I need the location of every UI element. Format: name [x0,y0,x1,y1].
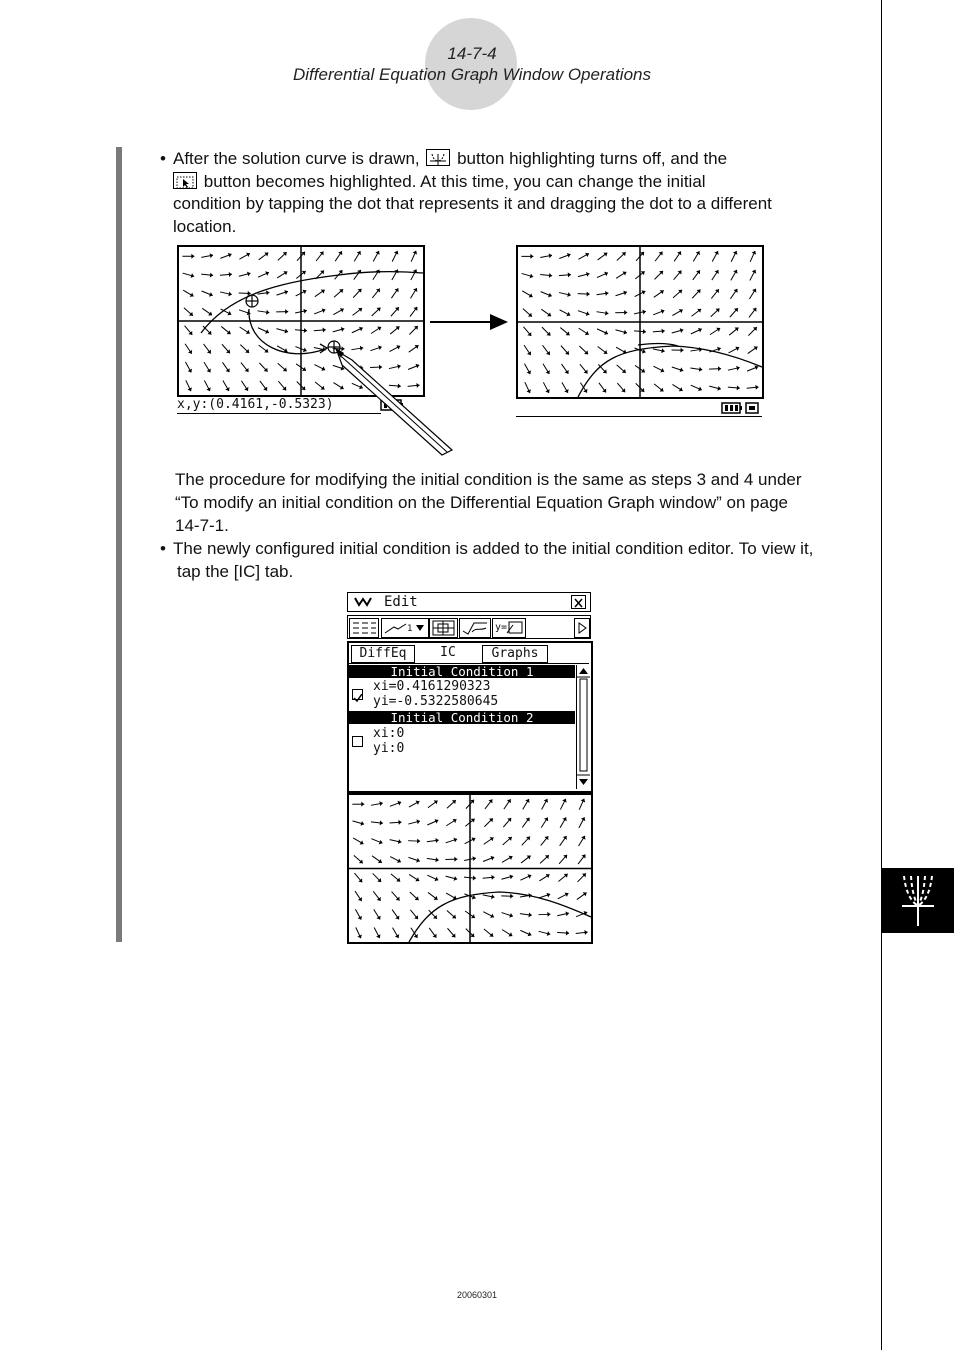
coordinate-readout: x,y:(0.4161,-0.5323) [177,397,334,412]
drag-annotation [177,245,467,455]
ic1-yi[interactable]: yi=-0.5322580645 [373,694,499,709]
menu-chevron-icon[interactable] [354,597,372,607]
classpad-app-screenshot [347,592,591,942]
slope-field-after [518,247,762,397]
battery-icon-right [720,401,762,415]
line-style-icon [382,619,428,637]
bullet1-text-a: After the solution curve is drawn, [173,149,420,168]
stylus-icon [334,347,452,455]
draw-diffeq-icon [460,619,490,637]
edit-menu[interactable]: Edit [384,594,418,610]
bullet2-line2: tap the [IC] tab. [177,562,294,581]
footer-code: 20060301 [456,1290,498,1300]
slope-arrowhead [398,820,401,825]
slope-arrowhead [603,253,607,257]
slope-arrowhead [473,875,476,880]
slope-arrowhead [643,329,646,334]
slope-arrowhead [510,894,513,899]
scroll-down-icon [579,779,588,785]
right-margin-rule [881,0,882,1350]
slope-arrowhead [454,857,457,862]
ic1-xi[interactable]: xi=0.4161290323 [373,679,491,694]
tab-diffeq[interactable]: DiffEq [351,645,415,663]
procedure-line1: The procedure for modifying the initial condition is the same as steps 3 and 4 under [175,470,802,489]
slope-arrowhead [433,934,437,938]
slope-field-toolbar-button[interactable] [349,618,379,638]
slope-arrowhead [587,292,590,297]
line-style-dropdown[interactable] [381,618,429,638]
graph-toolbar-button[interactable] [492,618,526,638]
toolbar-scroll-right[interactable] [574,618,590,638]
scroll-up-icon [579,668,588,674]
slope-arrowhead [547,912,550,917]
close-button[interactable] [571,595,586,609]
slope-arrowhead [605,311,608,316]
slope-arrowhead [659,252,663,256]
graph-toolbar-label: y= [495,622,508,633]
slope-arrowhead [699,367,702,372]
slope-arrowhead [603,350,607,354]
scrollbar-graphic [577,665,590,789]
left-sidebar-bar [116,147,122,942]
slope-arrowhead [680,348,683,353]
editor-tabs [349,643,589,664]
slope-arrowhead [546,351,550,355]
slope-arrowhead [584,930,587,935]
toolbar [347,615,591,639]
draw-diffeq-button-icon [426,149,450,166]
slope-arrowhead [582,855,586,859]
view-window-button[interactable] [429,618,458,638]
slope-arrowhead [379,801,382,806]
ic1-header: Initial Condition 1 [349,665,575,678]
view-window-icon [430,619,457,637]
procedure-line3: 14-7-1. [175,516,229,535]
checkmark-icon [353,694,362,703]
slope-arrowhead [488,799,492,803]
slope-arrowhead [472,856,475,861]
ic2-header: Initial Condition 2 [349,711,575,724]
graph-screen-after [516,245,764,399]
slope-arrowhead [624,310,627,315]
slope-arrowhead [737,385,740,390]
line-style-number: 1 [407,624,413,634]
procedure-line2: “To modify an initial condition on the Differential Equation Graph window” on page [175,493,788,512]
app-graph-window[interactable] [347,793,593,944]
slope-arrowhead [361,802,364,807]
slope-arrowhead [435,838,438,843]
menu-bar [347,592,591,612]
section-title: Differential Equation Graph Window Operations [293,65,651,84]
slope-arrowhead [605,291,608,296]
slope-arrowhead [662,329,665,334]
bullet1-text-b: button highlighting turns off, and the [457,149,728,168]
slope-arrowhead [566,931,569,936]
slope-arrowhead [434,800,438,804]
slope-arrowhead [549,273,552,278]
right-arrow-icon [430,312,510,332]
chapter-tab [882,868,954,933]
slope-arrowhead [380,820,383,825]
slope-field-icon [350,619,378,637]
tab-graphs[interactable]: Graphs [482,645,548,663]
slope-arrowhead [434,896,438,900]
draw-diffeq-toolbar-button[interactable] [459,618,491,638]
ic2-xi[interactable]: xi:0 [373,726,405,741]
bullet1-text-c: button becomes highlighted. At this time, you can change the initial [203,172,706,191]
slope-arrowhead [755,385,758,390]
close-icon [572,597,585,609]
page-number: 14-7-4 [447,44,497,63]
ic1-checkbox[interactable] [352,689,363,700]
select-pointer-button-icon [173,172,197,189]
drag-arc [249,309,325,354]
initial-condition-editor [347,641,593,793]
slope-arrowhead [642,310,645,315]
slope-arrowhead [417,839,420,844]
editor-scrollbar[interactable] [576,665,590,789]
slope-arrowhead [718,366,721,371]
slope-field-app [349,795,591,942]
bullet1-line1 [173,147,863,170]
ic2-yi[interactable]: yi:0 [373,741,405,756]
bullet1-line2 [173,170,863,193]
slope-arrowhead [377,897,381,901]
slope-arrowhead [602,389,606,393]
slope-arrowhead [661,348,664,353]
slope-arrowhead [752,308,756,312]
bullet1-line4: location. [173,217,237,236]
slope-arrowhead [526,818,530,822]
slope-arrowhead [491,875,494,880]
slope-arrowhead [491,894,494,899]
bullet2-line1: The newly configured initial condition is added to the initial condition editor. To view it, [173,539,814,558]
slope-arrowhead [530,254,533,259]
slope-arrowhead [696,270,700,274]
bullet1-line3: condition by tapping the dot that represents it and dragging the dot to a different [173,194,772,213]
ic2-checkbox[interactable] [352,736,363,747]
slope-arrowhead [549,253,552,258]
status-underline-right [516,416,762,417]
bullet2-marker: • [160,539,166,558]
tab-ic[interactable]: IC [440,645,456,660]
diffeq-chapter-icon [882,868,954,933]
slope-arrowhead [568,272,571,277]
slope-arrowhead [697,309,701,313]
header-circle [425,18,517,110]
bullet-marker: • [160,149,166,168]
slope-arrowhead [435,857,438,862]
slope-arrowhead [528,912,531,917]
chevron-right-icon [575,619,589,637]
slope-arrowhead [527,856,531,860]
